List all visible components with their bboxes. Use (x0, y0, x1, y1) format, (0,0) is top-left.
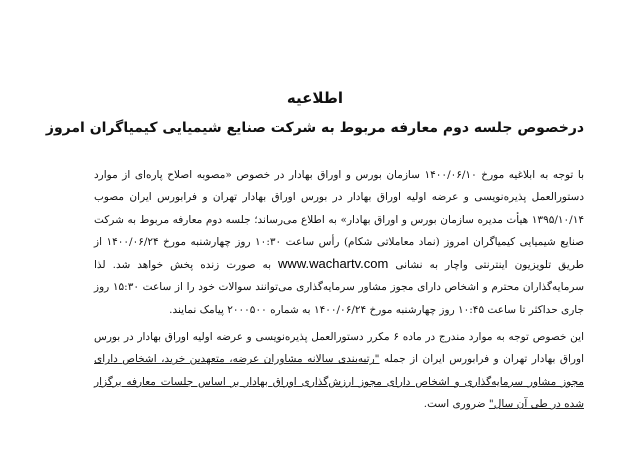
paragraph-requirement-end: ضروری است. (423, 397, 486, 410)
wachartv-link[interactable]: www.wachartv.com (278, 256, 389, 272)
paragraph-announcement-intro: با توجه به ابلاغیه مورخ ۱۴۰۰/۰۶/۱۰ سازمان بورس و اوراق بهادار در خصوص «مصوبه اصلاح پاره‌ای از موارد دستورالعمل پذیره‌نویسی و عرضه اولیه اوراق بهادار در بورس اوراق بهادار تهران و فرابورس ایران مصوب ۱۳۹۵/۱۰/۱۴ هیأت مدیره سازمان بورس و اوراق بهادار» به اطلاع می‌رساند؛ جلسه دوم معارفه مربوط به شرکت صنایع شیمیایی کیمیاگران امروز (نماد معاملاتی شکام) رأس ساعت ۱۰:۳۰ روز چهارشنبه مورخ ۱۴۰۰/۰۶/۲۴ از طریق تلویزیون اینترنتی واچار به نشانی (94, 169, 585, 272)
ranking-clause: "رتبه‌بندی سالانه مشاوران عرضه، متعهدین خرید، اشخاص دارای مجوز مشاور سرمایه‌گذاری و اشخاص دارای مجوز ارزش‌گذاری اوراق بهادار بر اساس جلسات معارفه برگزار شده در طی آن سال" (94, 353, 584, 410)
notice-subtitle: درخصوص جلسه دوم معارفه مربوط به شرکت صنایع شیمیایی کیمیاگران امروز (45, 120, 585, 136)
notice-title: اطلاعیه (286, 89, 344, 107)
paragraph-announcement-rest: به صورت زنده پخش خواهد شد. لذا سرمایه‌گذاران محترم و اشخاص دارای مجوز مشاور سرمایه‌گذاری می‌توانند سوالات خود را از ساعت ۱۵:۳۰ روز جاری حداکثر تا ساعت ۱۰:۴۵ روز چهارشنبه مورخ ۱۴۰۰/۰۶/۲۴ به شماره ۲۰۰۰۵۰۰ پیامک نمایند. (94, 259, 584, 316)
notice-body (94, 164, 584, 415)
paragraph-requirement-intro: این خصوص توجه به موارد مندرج در ماده ۶ مکرر دستورالعمل پذیره‌نویسی و عرضه اولیه اوراق بهادار در بورس اوراق بهادار تهران و فرابورس ایران از جمله (94, 331, 584, 366)
paragraph-announcement (94, 164, 584, 321)
paragraph-requirement (94, 326, 584, 415)
